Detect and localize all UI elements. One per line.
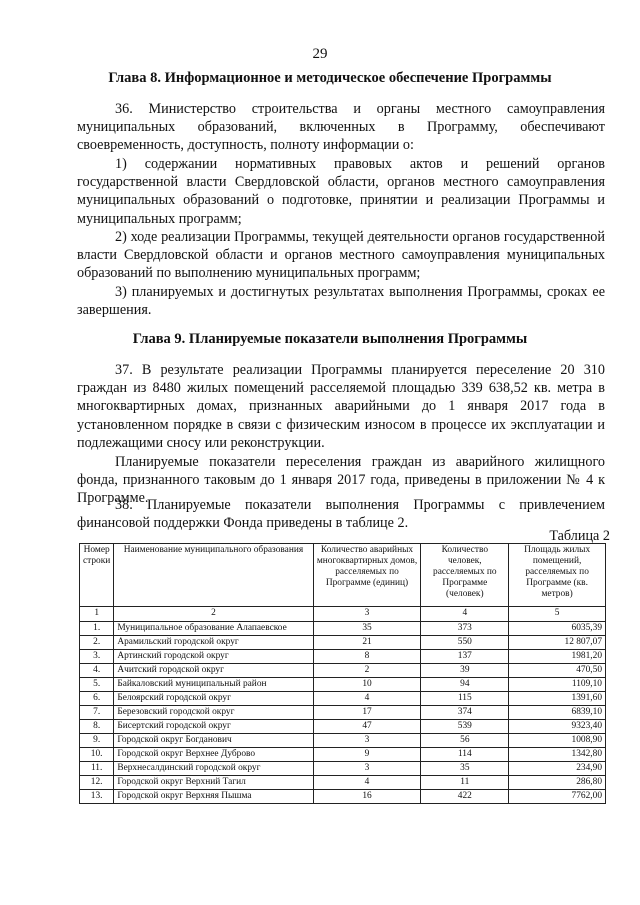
people-count: 373 <box>421 622 509 636</box>
header-people: Количество человек, расселяемых по Программе (человек) <box>421 544 509 607</box>
municipality-name: Городской округ Верхняя Пышма <box>114 790 313 804</box>
list-item-1: 1) содержании нормативных правовых актов и решений органов государственной власти Свердловской области, органов местного самоуправления муниципальных образований о подготовке, принятии и реализации Программы и муниципальных программ; <box>77 156 605 227</box>
people-count: 137 <box>421 650 509 664</box>
row-number: 1. <box>80 622 114 636</box>
houses-count: 9 <box>313 748 421 762</box>
houses-count: 10 <box>313 678 421 692</box>
table-row <box>80 692 606 706</box>
paragraph-37-appendix: Планируемые показатели переселения граждан из аварийного жилищного фонда, признанного таковым до 1 января 2017 года, приведены в приложении № 4 к Программе. <box>77 454 605 507</box>
page-number: 29 <box>312 46 328 62</box>
table-row <box>80 650 606 664</box>
houses-count: 8 <box>313 650 421 664</box>
municipality-name: Ачитский городской округ <box>114 664 313 678</box>
houses-count: 2 <box>313 664 421 678</box>
houses-count: 21 <box>313 636 421 650</box>
table-row <box>80 776 606 790</box>
municipality-name: Городской округ Верхнее Дуброво <box>114 748 313 762</box>
paragraph-36: 36. Министерство строительства и органы местного самоуправления муниципальных образований, включенных в Программу, обеспечивают своевременность, доступность, полноту информации о: <box>77 101 605 154</box>
row-number: 2. <box>80 636 114 650</box>
column-number: 1 <box>80 607 114 622</box>
area-value: 6035,39 <box>509 622 606 636</box>
area-value: 7762,00 <box>509 790 606 804</box>
houses-count: 3 <box>313 762 421 776</box>
area-value: 1008,90 <box>509 734 606 748</box>
people-count: 115 <box>421 692 509 706</box>
column-number: 4 <box>421 607 509 622</box>
header-municipality: Наименование муниципального образования <box>114 544 313 607</box>
row-number: 11. <box>80 762 114 776</box>
row-number: 13. <box>80 790 114 804</box>
houses-count: 4 <box>313 692 421 706</box>
people-count: 39 <box>421 664 509 678</box>
list-item-2: 2) ходе реализации Программы, текущей деятельности органов государственной власти Свердловской области и органов местного самоуправления муниципальных образований по выполнению муниципальных программ; <box>77 229 605 282</box>
people-count: 56 <box>421 734 509 748</box>
table-row <box>80 762 606 776</box>
column-number: 5 <box>509 607 606 622</box>
paragraph-38: 38. Планируемые показатели выполнения Программы с привлечением финансовой поддержки Фонда приведены в таблице 2. <box>77 497 605 532</box>
municipality-name: Арамильский городской округ <box>114 636 313 650</box>
houses-count: 4 <box>313 776 421 790</box>
table-row <box>80 636 606 650</box>
header-houses: Количество аварийных многоквартирных домов, расселяемых по Программе (единиц) <box>313 544 421 607</box>
people-count: 374 <box>421 706 509 720</box>
municipality-name: Бисертский городской округ <box>114 720 313 734</box>
area-value: 1391,60 <box>509 692 606 706</box>
people-count: 94 <box>421 678 509 692</box>
table-row <box>80 720 606 734</box>
table-caption: Таблица 2 <box>549 528 610 544</box>
area-value: 12 807,07 <box>509 636 606 650</box>
table-row <box>80 748 606 762</box>
row-number: 10. <box>80 748 114 762</box>
row-number: 3. <box>80 650 114 664</box>
people-count: 35 <box>421 762 509 776</box>
row-number: 9. <box>80 734 114 748</box>
row-number: 7. <box>80 706 114 720</box>
area-value: 286,80 <box>509 776 606 790</box>
row-number: 12. <box>80 776 114 790</box>
header-area: Площадь жилых помещений, расселяемых по Программе (кв. метров) <box>509 544 606 607</box>
list-item-3: 3) планируемых и достигнутых результатах выполнения Программы, сроках ее завершения. <box>77 284 605 319</box>
houses-count: 3 <box>313 734 421 748</box>
municipality-name: Белоярский городской округ <box>114 692 313 706</box>
row-number: 6. <box>80 692 114 706</box>
column-numbers-row <box>80 607 606 622</box>
area-value: 6839,10 <box>509 706 606 720</box>
area-value: 1981,20 <box>509 650 606 664</box>
municipality-name: Байкаловский муниципальный район <box>114 678 313 692</box>
people-count: 539 <box>421 720 509 734</box>
municipality-name: Городской округ Богданович <box>114 734 313 748</box>
area-value: 470,50 <box>509 664 606 678</box>
row-number: 8. <box>80 720 114 734</box>
municipality-name: Муниципальное образование Алапаевское <box>114 622 313 636</box>
table-row <box>80 790 606 804</box>
area-value: 1342,80 <box>509 748 606 762</box>
indicators-table <box>79 543 606 804</box>
area-value: 9323,40 <box>509 720 606 734</box>
area-value: 1109,10 <box>509 678 606 692</box>
houses-count: 47 <box>313 720 421 734</box>
municipality-name: Березовский городской округ <box>114 706 313 720</box>
municipality-name: Артинский городской округ <box>114 650 313 664</box>
table-row <box>80 734 606 748</box>
header-row-number: Номер строки <box>80 544 114 607</box>
houses-count: 16 <box>313 790 421 804</box>
houses-count: 35 <box>313 622 421 636</box>
chapter-8-title: Глава 8. Информационное и методическое обеспечение Программы <box>108 70 552 86</box>
municipality-name: Городской округ Верхний Тагил <box>114 776 313 790</box>
people-count: 11 <box>421 776 509 790</box>
table-row <box>80 622 606 636</box>
people-count: 114 <box>421 748 509 762</box>
municipality-name: Верхнесалдинский городской округ <box>114 762 313 776</box>
table-row <box>80 706 606 720</box>
area-value: 234,90 <box>509 762 606 776</box>
row-number: 5. <box>80 678 114 692</box>
chapter-9-title: Глава 9. Планируемые показатели выполнения Программы <box>132 331 528 347</box>
row-number: 4. <box>80 664 114 678</box>
paragraph-37: 37. В результате реализации Программы планируется переселение 20 310 граждан из 8480 жилых помещений расселяемой площадью 339 638,52 кв. метра в многоквартирных домах, признанных аварийными до 1 января 2017 года в установленном порядке в связи с физическим износом в процессе их эксплуатации и подлежащими сносу или реконструкции. <box>77 362 605 451</box>
column-number: 2 <box>114 607 313 622</box>
column-number: 3 <box>313 607 421 622</box>
people-count: 422 <box>421 790 509 804</box>
houses-count: 17 <box>313 706 421 720</box>
people-count: 550 <box>421 636 509 650</box>
table-row <box>80 664 606 678</box>
table-row <box>80 678 606 692</box>
